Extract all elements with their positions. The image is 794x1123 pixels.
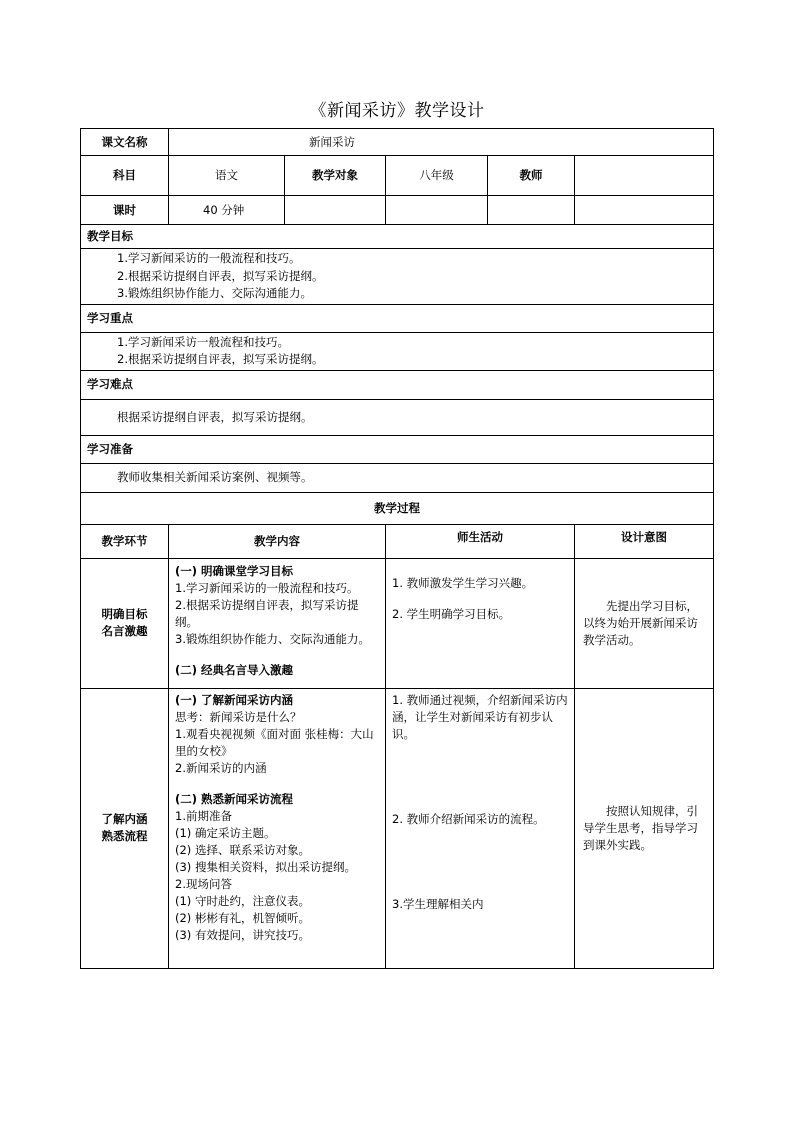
prep-heading: 学习准备 [81, 435, 714, 463]
goals-heading: 教学目标 [81, 225, 714, 249]
content-line: 2.现场问答 [175, 876, 232, 891]
hours-value: 40 分钟 [169, 196, 285, 225]
intent-text: 先提出学习目标，以终为始开展新闻采访教学活动。 [583, 598, 698, 647]
col-intent-header: 设计意图 [575, 524, 714, 558]
content-subheading: (一) 了解新闻采访内涵 [175, 692, 294, 707]
intent-cell [575, 688, 714, 968]
activity-cell [386, 688, 575, 968]
activity-paragraph: 1. 教师通过视频，介绍新闻采访内涵，让学生对新闻采访有初步认识。 [392, 692, 568, 741]
teacher-label: 教师 [488, 156, 575, 196]
subject-value: 语文 [169, 156, 285, 196]
goals-item: 1.学习新闻采访的一般流程和技巧。 [117, 251, 301, 265]
stage-line: 熟悉流程 [101, 829, 148, 843]
stage-line: 名言激趣 [101, 624, 148, 638]
activity-cell [386, 558, 575, 688]
document-title: 《新闻采访》教学设计 [309, 101, 485, 121]
audience-value: 八年级 [386, 156, 488, 196]
content-line: 1.学习新闻采访的一般流程和技巧。 [175, 580, 359, 595]
intent-cell [575, 558, 714, 688]
col-activity-header: 师生活动 [386, 524, 575, 558]
stage-line: 明确目标 [101, 607, 148, 621]
content-line: 3.锻炼组织协作能力、交际沟通能力。 [175, 631, 370, 646]
col-content-header: 教学内容 [169, 524, 386, 558]
content-line: 思考：新闻采访是什么？ [175, 709, 302, 724]
intent-text: 按照认知规律，引导学生思考，指导学习到课外实践。 [583, 803, 698, 852]
content-subheading: (二) 经典名言导入激趣 [175, 662, 294, 677]
stage-cell [81, 688, 169, 968]
col-stage-header: 教学环节 [81, 524, 169, 558]
focus-list [81, 332, 714, 370]
content-cell [169, 688, 386, 968]
hours-label: 课时 [81, 196, 169, 225]
lesson-plan-table [80, 128, 714, 969]
focus-item: 1.学习新闻采访一般流程和技巧。 [117, 334, 289, 349]
focus-item: 2.根据采访提纲自评表，拟写采访提纲。 [117, 352, 324, 366]
activity-paragraph: 1. 教师激发学生学习兴趣。 [392, 575, 534, 590]
content-line: (2) 选择、联系采访对象。 [175, 842, 310, 857]
teacher-value [575, 156, 714, 196]
course-name-value: 新闻采访 [169, 129, 714, 156]
focus-heading: 学习重点 [81, 304, 714, 332]
content-line: 2.根据采访提纲自评表，拟写采访提纲。 [175, 597, 359, 629]
empty-cell [575, 196, 714, 225]
activity-paragraph: 2. 学生明确学习目标。 [392, 606, 511, 621]
content-subheading: (二) 熟悉新闻采访流程 [175, 791, 294, 806]
prep-text: 教师收集相关新闻采访案例、视频等。 [81, 463, 714, 492]
activity-paragraph: 2. 教师介绍新闻采访的流程。 [392, 811, 545, 826]
content-subheading: (一) 明确课堂学习目标 [175, 563, 294, 578]
content-line: 2.新闻采访的内涵 [175, 760, 267, 775]
content-line: (2) 彬彬有礼，机智倾听。 [175, 910, 310, 925]
goals-item: 3.锻炼组织协作能力、交际沟通能力。 [117, 286, 312, 300]
difficulty-heading: 学习难点 [81, 370, 714, 399]
stage-line: 了解内涵 [101, 812, 148, 826]
course-name-label: 课文名称 [81, 129, 169, 156]
subject-label: 科目 [81, 156, 169, 196]
difficulty-text: 根据采访提纲自评表，拟写采访提纲。 [81, 399, 714, 435]
activity-paragraph: 3.学生理解相关内 [392, 896, 484, 911]
audience-label: 教学对象 [285, 156, 386, 196]
empty-cell [285, 196, 386, 225]
content-line: 1.前期准备 [175, 808, 232, 823]
content-line: (1) 守时赴约，注意仪表。 [175, 893, 310, 908]
empty-cell [386, 196, 488, 225]
process-heading: 教学过程 [81, 492, 714, 524]
content-cell [169, 558, 386, 688]
content-line: (3) 有效提问，讲究技巧。 [175, 927, 310, 942]
content-line: (1) 确定采访主题。 [175, 825, 276, 840]
stage-cell [81, 558, 169, 688]
content-line: 1.观看央视视频《面对面 张桂梅：大山里的女校》 [175, 726, 374, 758]
content-line: (3) 搜集相关资料，拟出采访提纲。 [175, 859, 356, 874]
empty-cell [488, 196, 575, 225]
goals-item: 2.根据采访提纲自评表，拟写采访提纲。 [117, 268, 324, 283]
goals-list [81, 249, 714, 305]
